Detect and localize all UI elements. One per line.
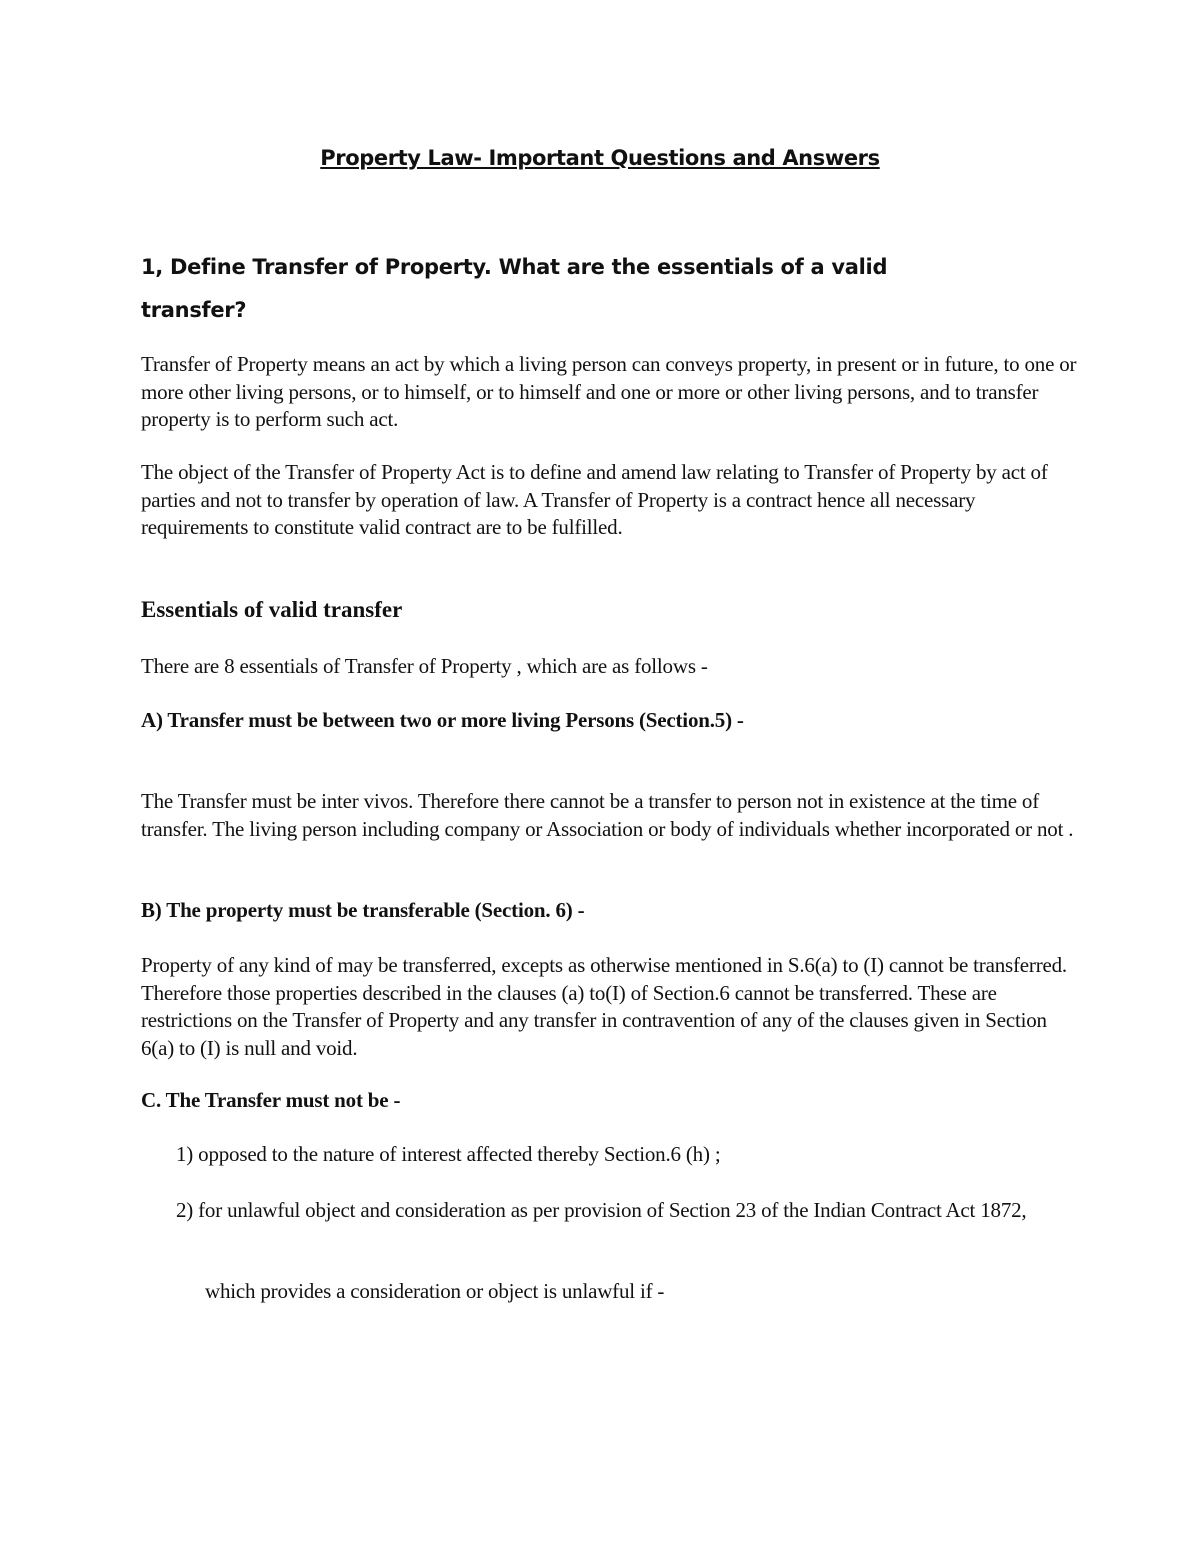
definition-paragraph: Transfer of Property means an act by which a living person can conveys property, in present or in future, to one or more other living persons, or to himself, or to himself and one or more or other living persons, and to transfer property is to perform such act. (141, 352, 1077, 431)
section-a-text: The Transfer must be inter vivos. Therefore there cannot be a transfer to person not in existence at the time of transfer. The living person including company or Association or body of individuals whether incorporated or not . (141, 789, 1074, 841)
section-b-heading: B) The property must be transferable (Section. 6) - (141, 898, 585, 922)
question-1-line-2: transfer? (141, 298, 247, 322)
section-c-heading: C. The Transfer must not be - (141, 1088, 401, 1112)
question-1-line-1: 1, Define Transfer of Property. What are the essentials of a valid (141, 255, 888, 279)
essentials-intro: There are 8 essentials of Transfer of Property , which are as follows - (141, 654, 708, 678)
document-title: Property Law- Important Questions and Answers (320, 146, 880, 170)
section-c-item-1: 1) opposed to the nature of interest affected thereby Section.6 (h) ; (176, 1142, 721, 1166)
essentials-heading: Essentials of valid transfer (141, 597, 403, 622)
section-b-text: Property of any kind of may be transferred, excepts as otherwise mentioned in S.6(a) to (I) cannot be transferred. Therefore those properties described in the clauses (a) to(I) of Section.6 cannot be transferred. These are restrictions on the Transfer of Property and any transfer in contravention of any of the clauses given in Section 6(a) to (I) is null and void. (141, 953, 1067, 1060)
section-c-item-3: which provides a consideration or object is unlawful if - (205, 1279, 665, 1303)
object-paragraph: The object of the Transfer of Property Act is to define and amend law relating to Transfer of Property by act of parties and not to transfer by operation of law. A Transfer of Property is a contract hence all necessary requirements to constitute valid contract are to be fulfilled. (141, 460, 1048, 539)
section-a-heading: A) Transfer must be between two or more living Persons (Section.5) - (141, 708, 744, 732)
section-c-item-2: 2) for unlawful object and consideration as per provision of Section 23 of the Indian Contract Act 1872, (176, 1198, 1027, 1222)
